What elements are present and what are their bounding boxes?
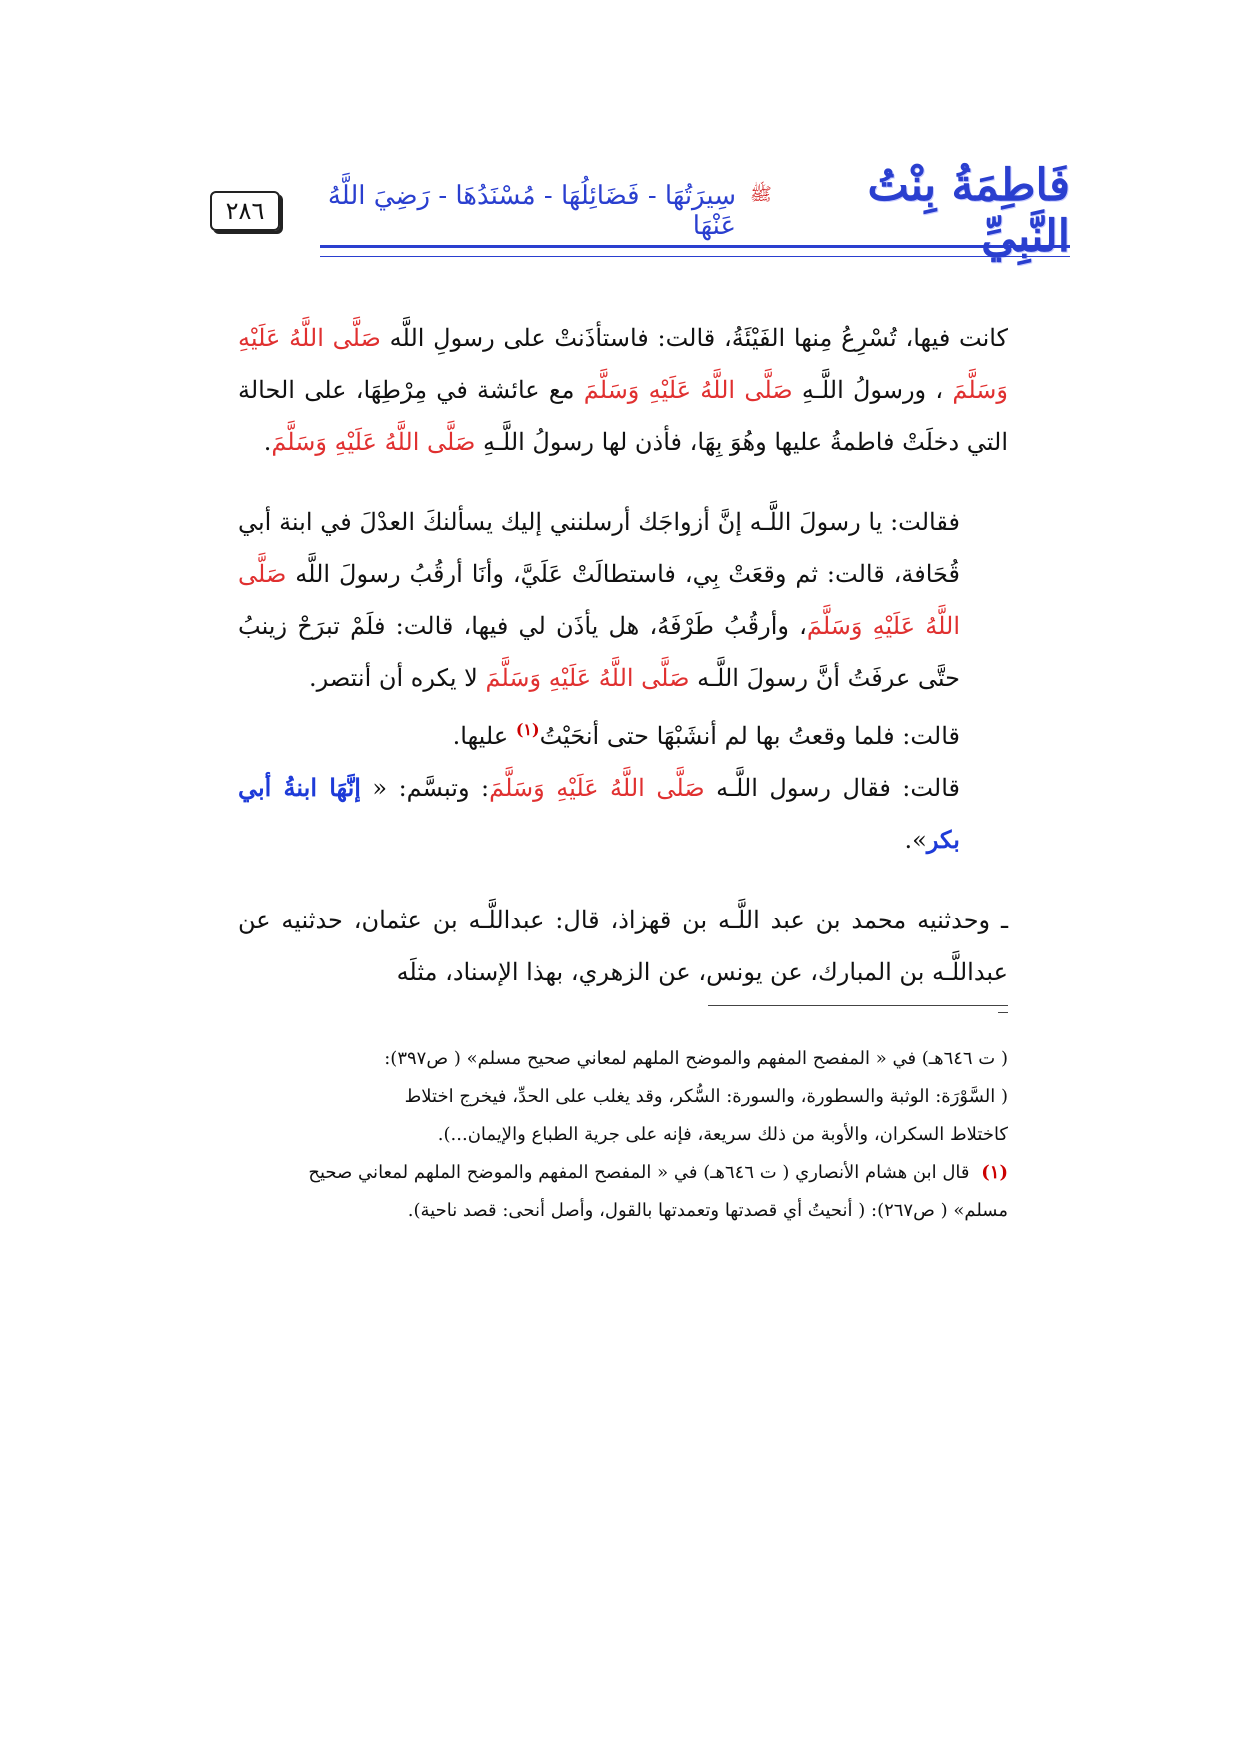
footnote-continued-line-3: كاختلاط السكران، والأوبة من ذلك سريعة، فإنه على جرية الطباع والإيمان...). xyxy=(437,1124,1008,1145)
salla-phrase: صَلَّى اللَّهُ عَلَيْهِ وَسَلَّمَ xyxy=(489,774,705,802)
footnote-1-text-b: مسلم» ( ص٢٦٧): ( أنحيتُ أي قصدتها وتعمدتها بالقول، وأصل أنحى: قصد ناحية). xyxy=(407,1200,1008,1221)
p4-text-c: ». xyxy=(904,826,927,854)
paragraph-1 xyxy=(238,312,1008,468)
salla-phrase: صَلَّى اللَّهُ عَلَيْهِ وَسَلَّمَ xyxy=(238,324,1009,404)
header-title xyxy=(310,160,1070,262)
p2-text-c: لا يكره أن أنتصر. xyxy=(308,664,478,692)
p4-text-b: : وتبسَّم: « xyxy=(372,774,490,802)
p3-text-b: عليها. xyxy=(452,722,509,750)
salla-phrase: صَلَّى اللَّهُ عَلَيْهِ وَسَلَّمَ xyxy=(485,664,690,692)
hadith-quote: إنَّهَا ابنةُ أبي بكر xyxy=(238,773,960,854)
p5-text: ـ وحدثنيه محمد بن عبد اللَّـه بن قهزاذ، قال: عبداللَّـه بن عثمان، حدثنيه عن عبداللَّـه بن المبارك، عن يونس، عن الزهري، بهذا الإسناد، مثلَه xyxy=(238,906,1008,986)
salla-phrase: صَلَّى اللَّهُ عَلَيْهِ وَسَلَّمَ xyxy=(271,428,476,456)
p1-text-a: كانت فيها، تُسْرِعُ مِنها الفَيْئَةُ، قالت: فاستأذَنتْ على رسولِ اللَّه xyxy=(389,324,1008,352)
main-text xyxy=(238,312,1008,998)
p2-text-b: ، وأرقُبُ طَرْفَهُ، هل يأذَن لي فيها، قالت: فلَمْ تبرَحْ زينبُ حتَّى عرفَتُ أنَّ رسولَ اللَّـه xyxy=(238,612,960,692)
p1-text-b: ، ورسولُ اللَّـهِ xyxy=(801,376,944,404)
header-rule xyxy=(320,245,1070,257)
page-number: ٢٨٦ xyxy=(210,191,280,231)
footnotes xyxy=(238,1040,1008,1230)
p1-text-c: مع عائشة في مِرْطِهَا، على الحالة التي دخلَتْ فاطمةُ عليها وهُوَ بِهَا، فأذن لها رسولُ اللَّـهِ xyxy=(238,376,1008,456)
salla-phrase: صَلَّى اللَّهُ عَلَيْهِ وَسَلَّمَ xyxy=(238,560,961,640)
footnote-1 xyxy=(238,1154,1008,1192)
paragraph-5 xyxy=(238,894,1008,998)
footnote-continued-line-2: ( السَّوْرَة: الوثبة والسطورة، والسورة: السُّكر، وقد يغلب على الحدِّ، فيخرج اختلاط xyxy=(404,1086,1008,1107)
footnote-marker-1[interactable]: (١) xyxy=(515,720,540,739)
paragraph-3 xyxy=(238,704,1008,762)
page-header xyxy=(210,160,1070,283)
p2-text-a: فقالت: يا رسولَ اللَّـه إنَّ أزواجَك أرسلنني إليك يسألنكَ العدْلَ في ابنة أبي قُحَافة، قالت: ثم وقعَتْ بِي، فاستطالَتْ عَلَيَّ، وأنَا أرقُبُ رسولَ اللَّه xyxy=(238,508,960,588)
book-title-main: فَاطِمَةُ بِنْتُ النَّبِيِّ xyxy=(867,160,1070,262)
paragraph-4 xyxy=(238,762,1008,866)
footnote-1-number: (١) xyxy=(981,1162,1008,1183)
footnote-separator xyxy=(708,1005,1008,1006)
book-title-subtitle: سِيرَتُهَا - فَضَائِلُهَا - مُسْنَدُهَا - رَضِيَ اللَّهُ عَنْهَا xyxy=(327,181,737,241)
p4-text-a: قالت: فقال رسول اللَّـه xyxy=(716,774,961,802)
p3-text-a: قالت: فلما وقعتُ بها لم أنشَبْهَا حتى أنحَيْتُ xyxy=(539,722,960,750)
paragraph-2 xyxy=(238,496,1008,704)
footnote-1-text-a: قال ابن هشام الأنصاري ( ت ٦٤٦هـ) في « المفصح المفهم والموضح الملهم لمعاني صحيح xyxy=(308,1162,970,1183)
salla-phrase: صَلَّى اللَّهُ عَلَيْهِ وَسَلَّمَ xyxy=(583,376,793,404)
p1-end: . xyxy=(263,428,272,456)
footnote-continued-line-1: ( ت ٦٤٦هـ) في « المفصح المفهم والموضح الملهم لمعاني صحيح مسلم» ( ص٣٩٧): xyxy=(384,1048,1008,1069)
title-honorific: ﷺ xyxy=(750,184,772,205)
